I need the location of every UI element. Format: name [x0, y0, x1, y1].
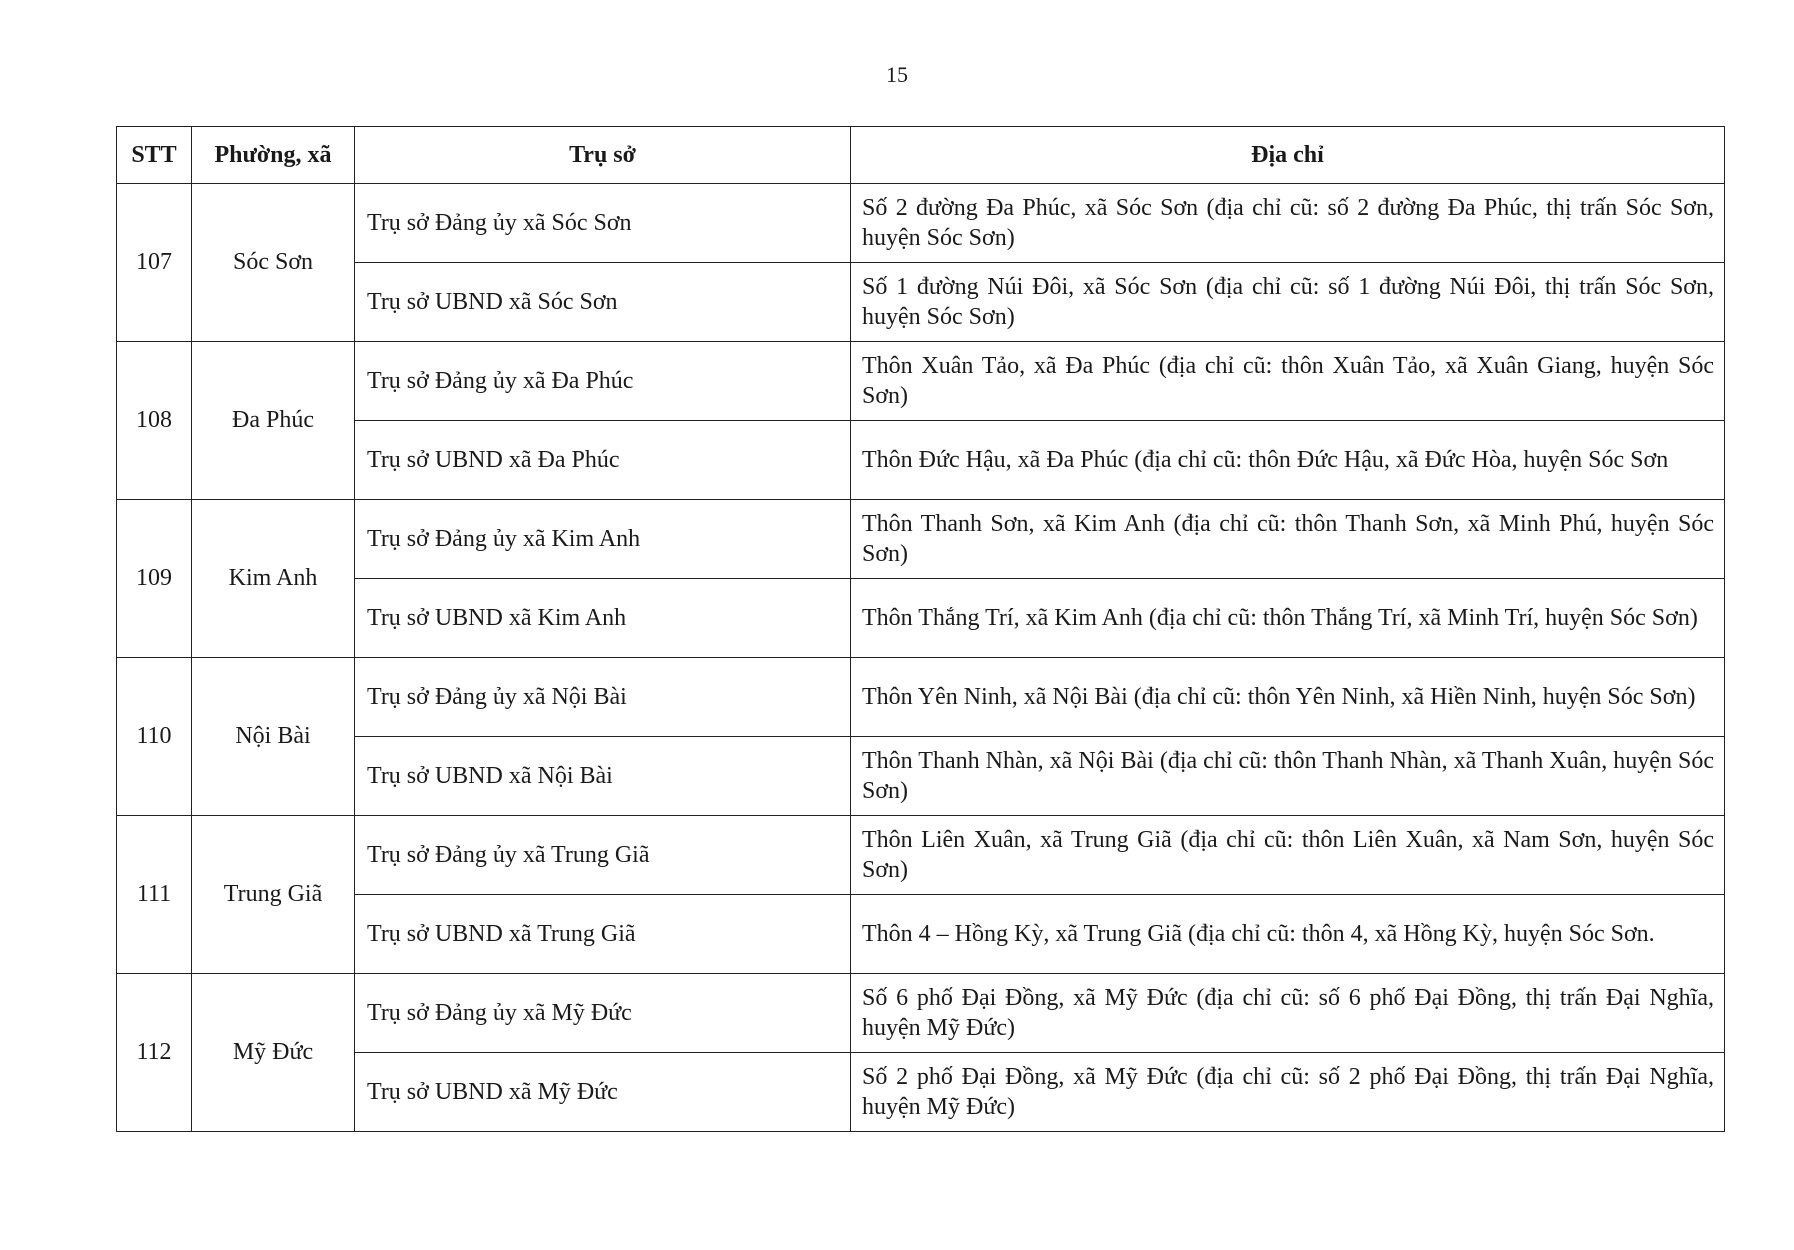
ward-cell: Trung Giã: [192, 816, 355, 974]
office-cell: Trụ sở UBND xã Đa Phúc: [355, 421, 851, 500]
header-office: Trụ sở: [355, 127, 851, 184]
table-row: [117, 342, 1725, 421]
table-row: [117, 895, 1725, 974]
office-address-table: [116, 126, 1725, 1132]
header-address: Địa chỉ: [851, 127, 1725, 184]
stt-cell: 111: [117, 816, 192, 974]
address-cell: Thôn Liên Xuân, xã Trung Giã (địa chỉ cũ: thôn Liên Xuân, xã Nam Sơn, huyện Sóc Sơn): [851, 816, 1725, 895]
office-cell: Trụ sở Đảng ủy xã Sóc Sơn: [355, 184, 851, 263]
table-row: [117, 816, 1725, 895]
ward-cell: Nội Bài: [192, 658, 355, 816]
address-cell: Thôn Thanh Sơn, xã Kim Anh (địa chỉ cũ: thôn Thanh Sơn, xã Minh Phú, huyện Sóc Sơn): [851, 500, 1725, 579]
table-row: [117, 421, 1725, 500]
header-stt: STT: [117, 127, 192, 184]
table-row: [117, 658, 1725, 737]
address-cell: Thôn Đức Hậu, xã Đa Phúc (địa chỉ cũ: thôn Đức Hậu, xã Đức Hòa, huyện Sóc Sơn: [851, 421, 1725, 500]
page-number: 15: [886, 62, 908, 87]
address-cell: Thôn Thắng Trí, xã Kim Anh (địa chỉ cũ: thôn Thắng Trí, xã Minh Trí, huyện Sóc Sơn): [851, 579, 1725, 658]
address-cell: Thôn 4 – Hồng Kỳ, xã Trung Giã (địa chỉ cũ: thôn 4, xã Hồng Kỳ, huyện Sóc Sơn.: [851, 895, 1725, 974]
address-cell: Thôn Thanh Nhàn, xã Nội Bài (địa chỉ cũ: thôn Thanh Nhàn, xã Thanh Xuân, huyện Sóc Sơn): [851, 737, 1725, 816]
office-cell: Trụ sở Đảng ủy xã Kim Anh: [355, 500, 851, 579]
table-row: [117, 263, 1725, 342]
table-row: [117, 974, 1725, 1053]
office-cell: Trụ sở UBND xã Trung Giã: [355, 895, 851, 974]
office-cell: Trụ sở UBND xã Kim Anh: [355, 579, 851, 658]
table-row: [117, 579, 1725, 658]
table-row: [117, 500, 1725, 579]
address-cell: Thôn Xuân Tảo, xã Đa Phúc (địa chỉ cũ: thôn Xuân Tảo, xã Xuân Giang, huyện Sóc Sơn): [851, 342, 1725, 421]
ward-cell: Mỹ Đức: [192, 974, 355, 1132]
stt-cell: 108: [117, 342, 192, 500]
office-cell: Trụ sở UBND xã Mỹ Đức: [355, 1053, 851, 1132]
office-cell: Trụ sở Đảng ủy xã Nội Bài: [355, 658, 851, 737]
office-cell: Trụ sở Đảng ủy xã Mỹ Đức: [355, 974, 851, 1053]
ward-cell: Sóc Sơn: [192, 184, 355, 342]
office-cell: Trụ sở UBND xã Sóc Sơn: [355, 263, 851, 342]
office-cell: Trụ sở Đảng ủy xã Trung Giã: [355, 816, 851, 895]
table-row: [117, 737, 1725, 816]
table-row: [117, 184, 1725, 263]
address-cell: Thôn Yên Ninh, xã Nội Bài (địa chỉ cũ: thôn Yên Ninh, xã Hiền Ninh, huyện Sóc Sơn): [851, 658, 1725, 737]
header-ward: Phường, xã: [192, 127, 355, 184]
stt-cell: 112: [117, 974, 192, 1132]
office-cell: Trụ sở Đảng ủy xã Đa Phúc: [355, 342, 851, 421]
ward-cell: Kim Anh: [192, 500, 355, 658]
address-cell: Số 6 phố Đại Đồng, xã Mỹ Đức (địa chỉ cũ: số 6 phố Đại Đồng, thị trấn Đại Nghĩa, huyện Mỹ Đức): [851, 974, 1725, 1053]
address-cell: Số 2 phố Đại Đồng, xã Mỹ Đức (địa chỉ cũ: số 2 phố Đại Đồng, thị trấn Đại Nghĩa, huyện Mỹ Đức): [851, 1053, 1725, 1132]
office-cell: Trụ sở UBND xã Nội Bài: [355, 737, 851, 816]
header-row: [117, 127, 1725, 184]
address-cell: Số 1 đường Núi Đôi, xã Sóc Sơn (địa chỉ cũ: số 1 đường Núi Đôi, thị trấn Sóc Sơn, huyện Sóc Sơn): [851, 263, 1725, 342]
table-row: [117, 1053, 1725, 1132]
stt-cell: 107: [117, 184, 192, 342]
stt-cell: 109: [117, 500, 192, 658]
ward-cell: Đa Phúc: [192, 342, 355, 500]
stt-cell: 110: [117, 658, 192, 816]
address-cell: Số 2 đường Đa Phúc, xã Sóc Sơn (địa chỉ cũ: số 2 đường Đa Phúc, thị trấn Sóc Sơn, huyện Sóc Sơn): [851, 184, 1725, 263]
